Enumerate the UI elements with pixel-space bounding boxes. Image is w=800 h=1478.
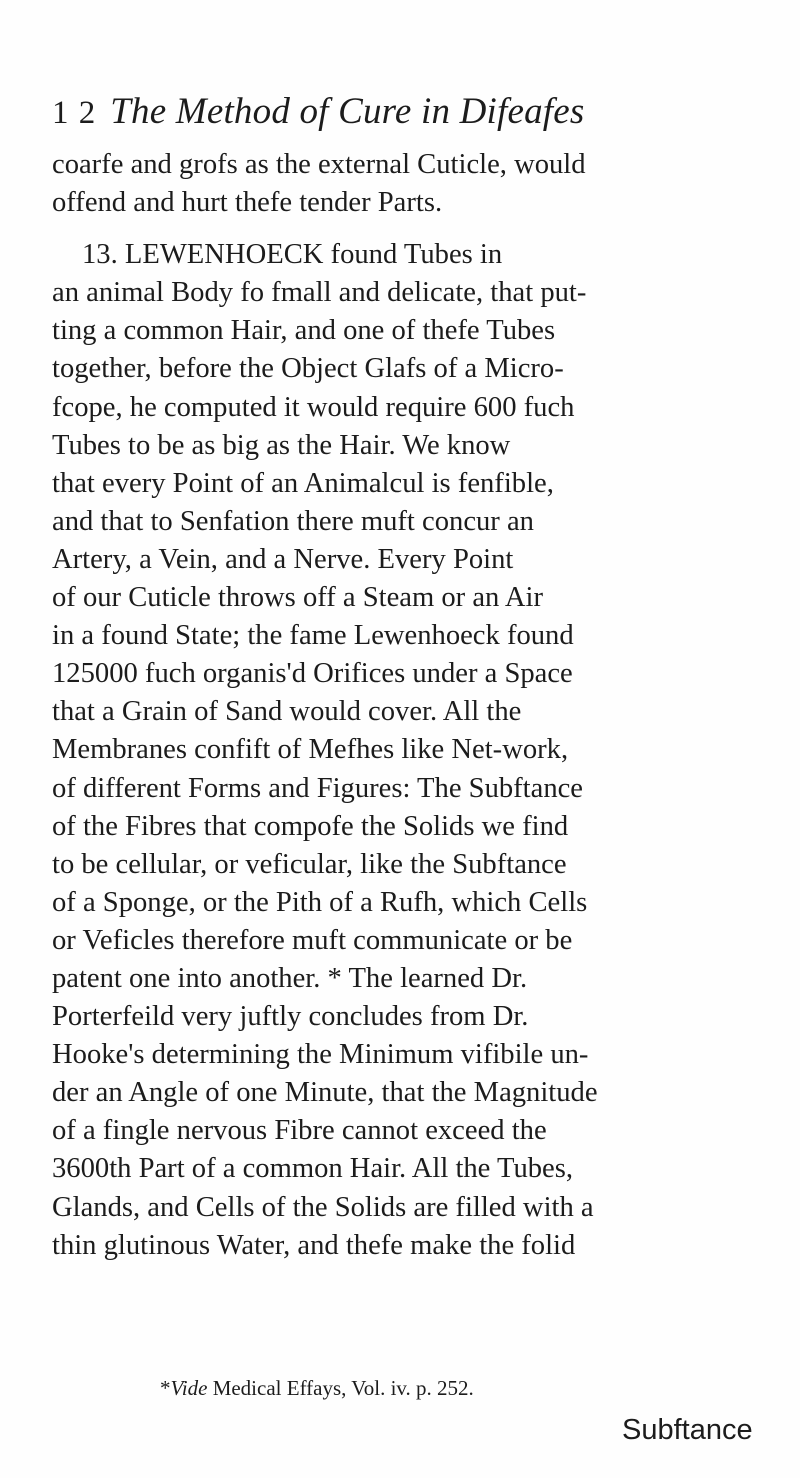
running-title: The Method of Cure in Difeafes	[110, 91, 585, 132]
body-text	[52, 146, 770, 1265]
text-line: patent one into another. * The learned Dr.	[52, 962, 528, 994]
text-line: that a Grain of Sand would cover. All the	[52, 696, 522, 728]
text-line: in a found State; the fame Lewenhoeck found	[52, 620, 574, 652]
text-line: 3600th Part of a common Hair. All the Tubes,	[52, 1153, 574, 1185]
text-line: thin glutinous Water, and thefe make the folid	[52, 1229, 576, 1261]
text-line: of the Fibres that compofe the Solids we find	[52, 810, 569, 842]
text-line: and that to Senfation there muft concur an	[52, 505, 534, 537]
text-line: to be cellular, or veficular, like the Subftance	[52, 848, 567, 880]
text-line: an animal Body fo fmall and delicate, that put-	[52, 277, 587, 309]
catchword: Subftance	[622, 1414, 753, 1446]
text-line: 125000 fuch organis'd Orifices under a Space	[52, 658, 573, 690]
text-line: der an Angle of one Minute, that the Magnitude	[52, 1077, 598, 1109]
footnote-vide: Vide	[170, 1376, 208, 1400]
text-line: Tubes to be as big as the Hair. We know	[52, 429, 511, 461]
text-line: or Veficles therefore muft communicate or be	[52, 924, 573, 956]
text-line: of a Sponge, or the Pith of a Rufh, which Cells	[52, 886, 588, 918]
text-line: Glands, and Cells of the Solids are filled with a	[52, 1191, 594, 1223]
text-line: offend and hurt thefe tender Parts.	[52, 187, 443, 219]
text-line: of different Forms and Figures: The Subftance	[52, 772, 583, 804]
footnote	[160, 1376, 474, 1401]
text-line: 13. LEWENHOECK found Tubes in	[82, 239, 503, 271]
footnote-text: Medical Effays, Vol. iv. p. 252.	[212, 1376, 474, 1400]
footnote-marker: *	[160, 1376, 171, 1400]
text-line: Membranes confift of Mefhes like Net-work,	[52, 734, 569, 766]
text-line: that every Point of an Animalcul is fenfible,	[52, 467, 554, 499]
paragraph-gap	[52, 222, 770, 236]
text-line: coarfe and grofs as the external Cuticle, would	[52, 149, 586, 180]
text-line: Porterfeild very juftly concludes from Dr.	[52, 1001, 529, 1033]
text-line: of our Cuticle throws off a Steam or an Air	[52, 582, 544, 614]
text-line: together, before the Object Glafs of a Micro-	[52, 353, 564, 385]
text-line: Artery, a Vein, and a Nerve. Every Point	[52, 543, 514, 575]
text-line: ting a common Hair, and one of thefe Tubes	[52, 315, 556, 347]
text-line: Hooke's determining the Minimum vifibile un-	[52, 1039, 589, 1071]
page-header	[52, 90, 752, 140]
page-number: 1 2	[52, 95, 97, 131]
text-line: fcope, he computed it would require 600 fuch	[52, 391, 575, 423]
text-line: of a fingle nervous Fibre cannot exceed the	[52, 1115, 547, 1147]
